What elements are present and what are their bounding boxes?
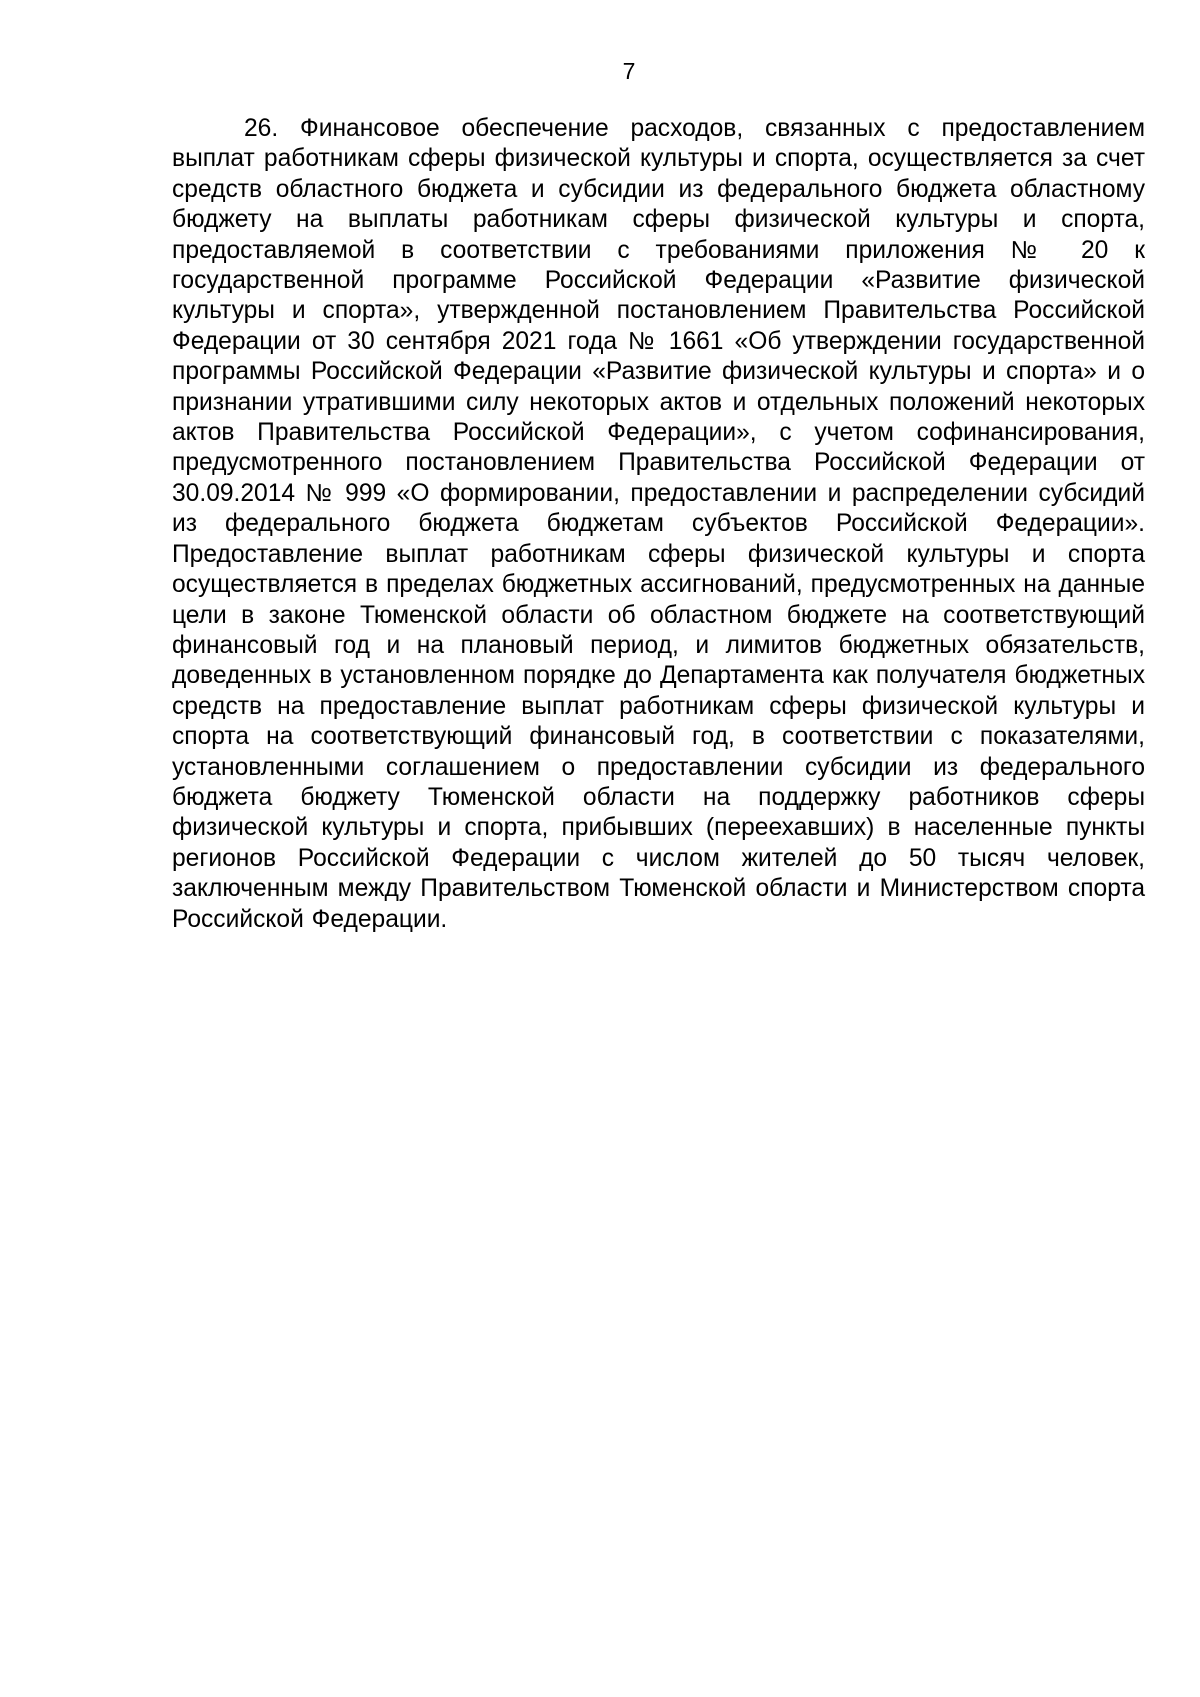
paragraph-26: 26. Финансовое обеспечение расходов, связанных с предоставлением выплат работникам сферы физической культуры и спорта, осуществляется за счет средств областного бюджета и субсидии из федерального бюджета областному бюджету на выплаты работникам сферы физической культуры и спорта, предоставляемой в соответствии с требованиями приложения № 20 к государственной программе Российской Федерации «Развитие физической культуры и спорта», утвержденной постановлением Правительства Российской Федерации от 30 сентября 2021 года № 1661 «Об утверждении государственной программы Российской Федерации «Развитие физической культуры и спорта» и о признании утратившими силу некоторых актов и отдельных положений некоторых актов Правительства Российской Федерации», с учетом софинансирования, предусмотренного постановлением Правительства Российской Федерации от 30.09.2014 № 999 «О формировании, предоставлении и распределении субсидий из федерального бюджета бюджетам субъектов Российской Федерации». Предоставление выплат работникам сферы физической культуры и спорта осуществляется в пределах бюджетных ассигнований, предусмотренных на данные цели в законе Тюменской области об областном бюджете на соответствующий финансовый год и на плановый период, и лимитов бюджетных обязательств, доведенных в установленном порядке до Департамента как получателя бюджетных средств на предоставление выплат работникам сферы физической культуры и спорта на соответствующий финансовый год, в соответствии с показателями, установленными соглашением о предоставлении субсидии из федерального бюджета бюджету Тюменской области на поддержку работников сферы физической культуры и спорта, прибывших (переехавших) в населенные пункты регионов Российской Федерации с числом жителей до 50 тысяч человек, заключенным между Правительством Тюменской области и Министерством спорта Российской Федерации. [172,115,1145,933]
page-number: 7 [622,58,636,84]
